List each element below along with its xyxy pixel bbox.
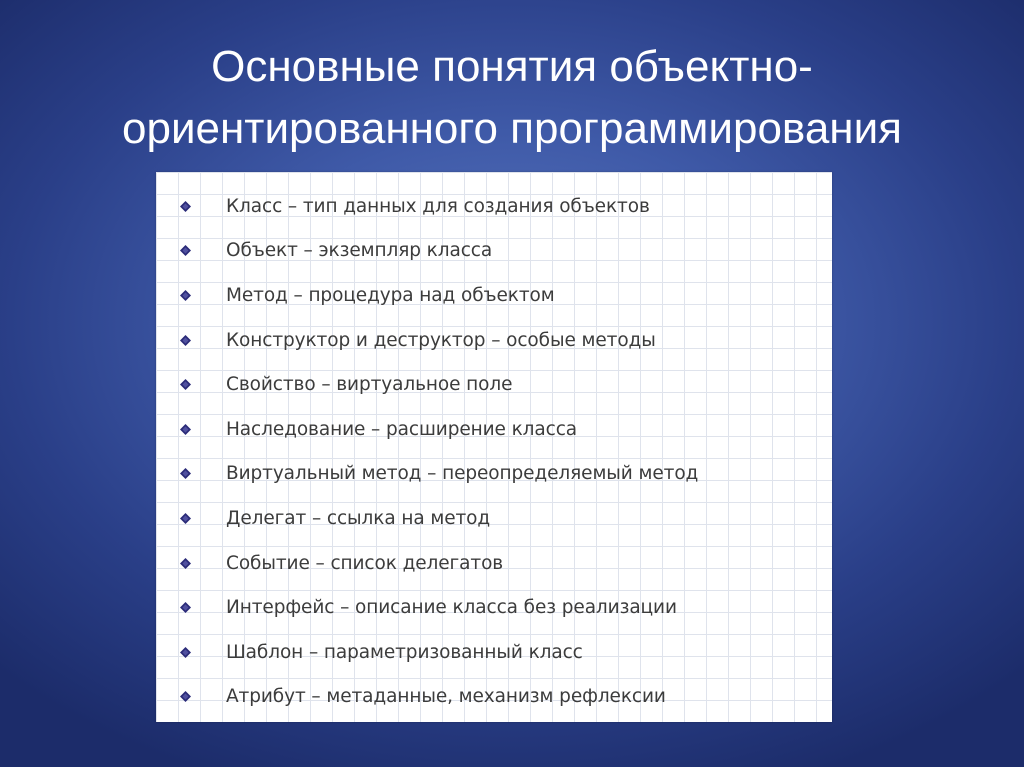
- list-item: [180, 541, 822, 586]
- term-text: Объект – экземпляр класса: [226, 240, 493, 262]
- diamond-bullet-icon: [180, 558, 191, 569]
- term-text: Атрибут – метаданные, механизм рефлексии: [226, 686, 666, 708]
- term-text: Метод – процедура над объектом: [226, 284, 555, 306]
- term-text: Свойство – виртуальное поле: [226, 374, 513, 396]
- diamond-bullet-icon: [180, 379, 191, 390]
- slide-title: [0, 36, 1024, 160]
- term-text: Конструктор и деструктор – особые методы: [226, 329, 656, 351]
- term-text: Наследование – расширение класса: [226, 418, 578, 440]
- term-text: Класс – тип данных для создания объектов: [226, 195, 650, 217]
- diamond-bullet-icon: [180, 201, 191, 212]
- list-item: [180, 585, 822, 630]
- term-text: Шаблон – параметризованный класс: [226, 641, 583, 663]
- list-item: [180, 630, 822, 675]
- diamond-bullet-icon: [180, 602, 191, 613]
- term-text: Делегат – ссылка на метод: [226, 507, 491, 529]
- list-item: [180, 362, 822, 407]
- slide-title-line: Основные понятия объектно-: [211, 42, 813, 91]
- term-text: Интерфейс – описание класса без реализации: [226, 597, 677, 619]
- list-item: [180, 452, 822, 497]
- diamond-bullet-icon: [180, 424, 191, 435]
- diamond-bullet-icon: [180, 245, 191, 256]
- diamond-bullet-icon: [180, 290, 191, 301]
- diamond-bullet-icon: [180, 513, 191, 524]
- term-text: Событие – список делегатов: [226, 552, 504, 574]
- list-item: [180, 407, 822, 452]
- list-item: [180, 229, 822, 274]
- list-item: [180, 675, 822, 720]
- diamond-bullet-icon: [180, 647, 191, 658]
- diamond-bullet-icon: [180, 691, 191, 702]
- list-item: [180, 496, 822, 541]
- term-text: Виртуальный метод – переопределяемый метод: [226, 463, 699, 485]
- list-item: [180, 273, 822, 318]
- list-item: [180, 184, 822, 229]
- list-item: [180, 318, 822, 363]
- terms-panel: [156, 172, 832, 722]
- slide-title-line: ориентированного программирования: [122, 104, 902, 153]
- diamond-bullet-icon: [180, 468, 191, 479]
- terms-list: [180, 184, 822, 719]
- diamond-bullet-icon: [180, 335, 191, 346]
